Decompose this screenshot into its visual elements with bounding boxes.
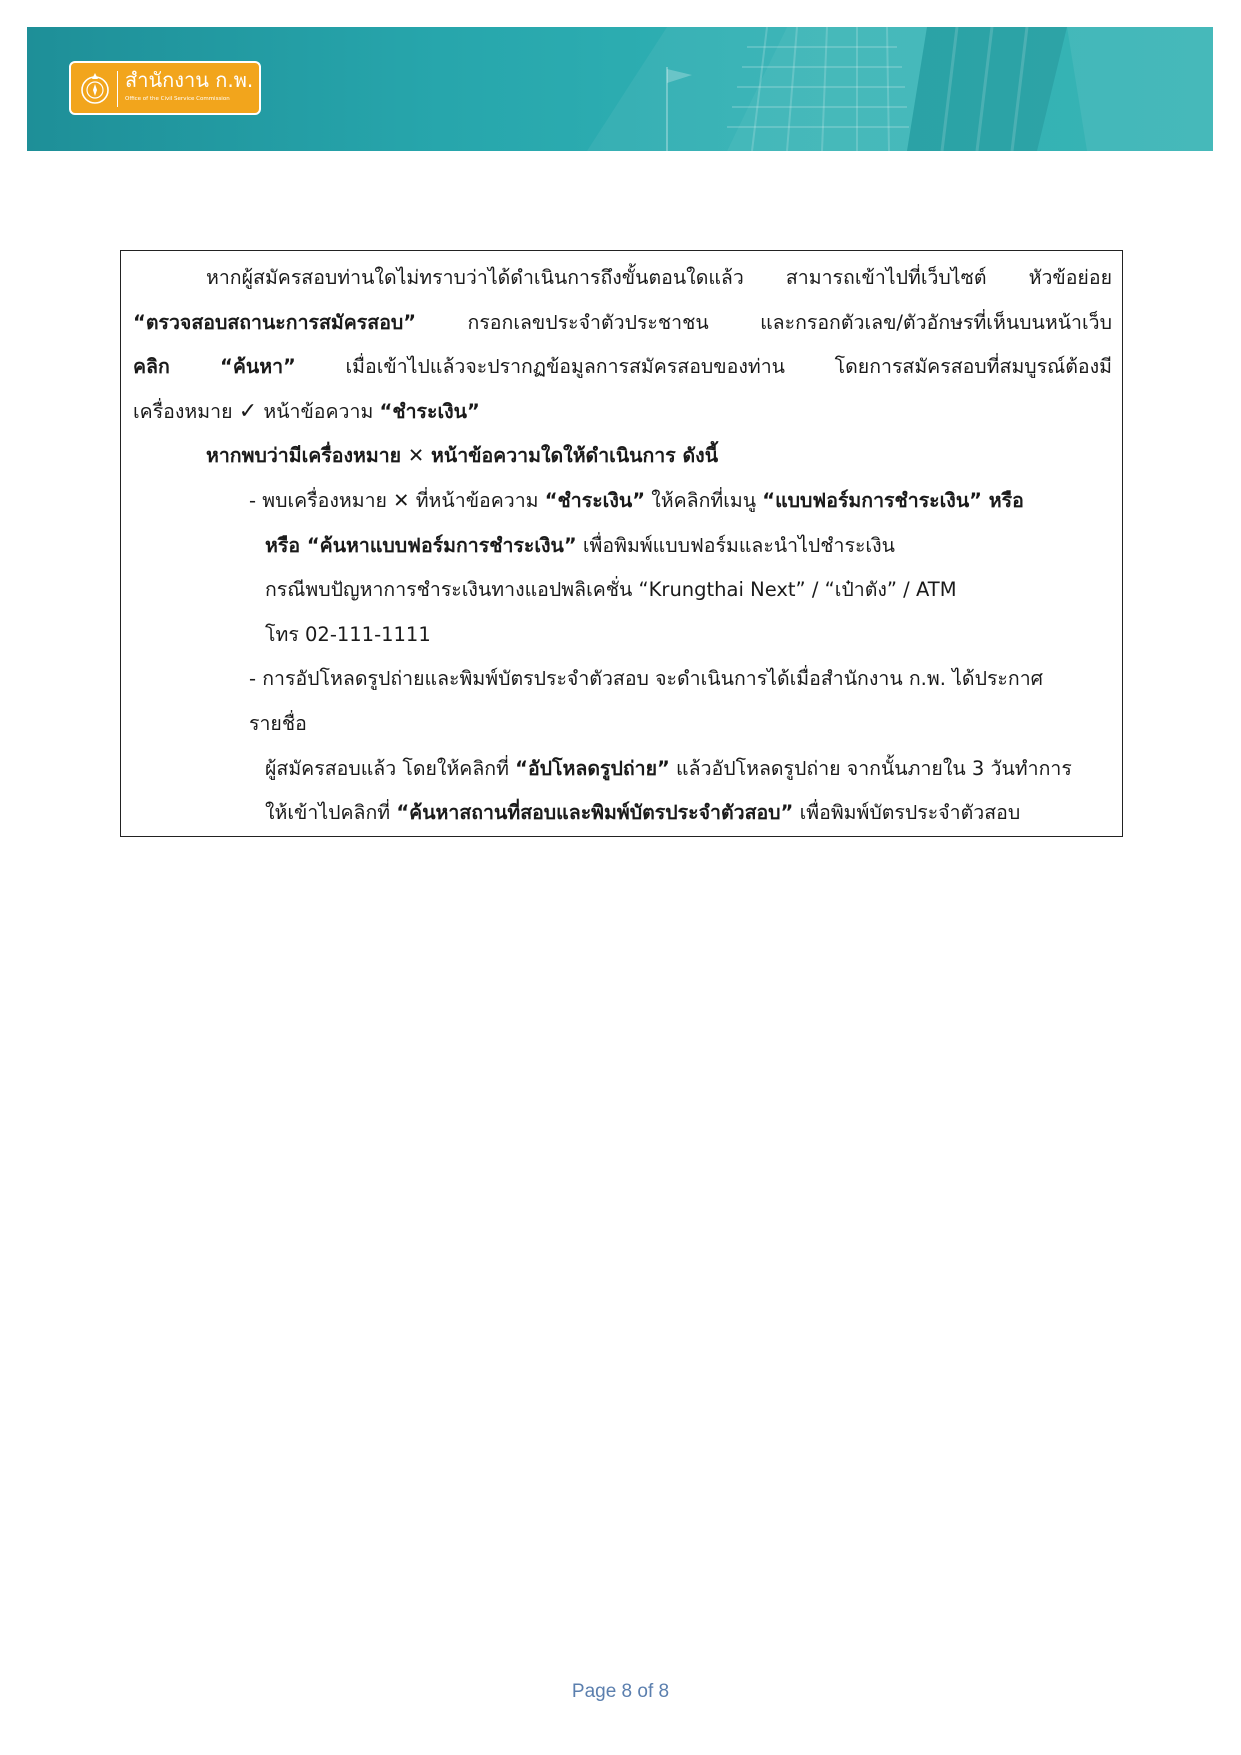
- text-run: กรอกเลขประจำตัวประชาชน และกรอกตัวเลข/ตัวอักษรที่เห็นบนหน้าเว็บ: [416, 310, 1112, 334]
- text-run: ให้เข้าไปคลิกที่: [265, 801, 397, 825]
- logo-title: สำนักงาน ก.พ.: [125, 68, 254, 92]
- text-run: - การอัปโหลดรูปถ่ายและพิมพ์บัตรประจำตัวสอบ จะดำเนินการได้เมื่อสำนักงาน ก.พ. ได้ประกาศ: [249, 667, 1044, 691]
- text-run: หน้าข้อความ: [257, 399, 380, 423]
- text-run: กรณีพบปัญหาการชำระเงินทางแอปพลิเคชั่น “Krungthai Next” / “เป๋าตัง” / ATM: [265, 578, 957, 602]
- bold-text: “ชำระเงิน”: [544, 488, 646, 512]
- seal-icon: [79, 70, 111, 108]
- office-logo: [69, 61, 261, 115]
- instruction-box: [120, 250, 1123, 837]
- section-heading: [133, 434, 1112, 479]
- bullet-line: [133, 747, 1112, 792]
- page-number: Page 8 of 8: [571, 1681, 670, 1702]
- bold-text: “อัปโหลดรูปถ่าย”: [515, 756, 670, 780]
- bold-text: คลิก “ค้นหา”: [133, 355, 296, 379]
- bullet-line: [133, 702, 1112, 747]
- text-run: โทร 02-111-1111: [265, 622, 431, 646]
- bold-text: หากพบว่ามีเครื่องหมาย ✕ หน้าข้อความใดให้ดำเนินการ ดังนี้: [206, 444, 719, 468]
- check-mark-icon: ✓: [238, 398, 258, 424]
- logo-divider: [117, 71, 118, 107]
- text-run: ให้คลิกที่เมนู: [645, 488, 763, 512]
- paragraph-line: [133, 301, 1112, 346]
- bullet-line: [133, 524, 1112, 569]
- paragraph-line: [133, 390, 1112, 435]
- header-banner: [27, 27, 1213, 151]
- text-run: รายชื่อ: [249, 711, 307, 735]
- paragraph-line: [133, 345, 1112, 390]
- bullet-line: [133, 479, 1112, 524]
- bullet-line: [133, 657, 1112, 702]
- logo-subtitle: Office of the Civil Service Commission: [125, 96, 230, 102]
- text-run: - พบเครื่องหมาย ✕ ที่หน้าข้อความ: [249, 488, 545, 512]
- phone-line: [133, 613, 1112, 658]
- text-run: เพื่อพิมพ์แบบฟอร์มและนำไปชำระเงิน: [576, 533, 895, 557]
- bullet-line: [133, 568, 1112, 613]
- bold-text: “แบบฟอร์มการชำระเงิน” หรือ: [762, 488, 1024, 512]
- bold-text: “ชำระเงิน”: [379, 399, 480, 423]
- bold-text: หรือ “ค้นหาแบบฟอร์มการชำระเงิน”: [265, 533, 577, 557]
- text-run: เพื่อพิมพ์บัตรประจำตัวสอบ: [793, 801, 1021, 825]
- text-run: แล้วอัปโหลดรูปถ่าย จากนั้นภายใน 3 วันทำการ: [669, 756, 1072, 780]
- bold-text: “ตรวจสอบสถานะการสมัครสอบ”: [133, 310, 417, 334]
- text-run: เมื่อเข้าไปแล้วจะปรากฏข้อมูลการสมัครสอบของท่าน โดยการสมัครสอบที่สมบูรณ์ต้องมี: [295, 355, 1112, 379]
- text-run: เครื่องหมาย: [133, 399, 239, 423]
- text-run: ผู้สมัครสอบแล้ว โดยให้คลิกที่: [265, 756, 516, 780]
- paragraph-line: [133, 256, 1112, 301]
- bullet-line: [133, 791, 1112, 836]
- bold-text: “ค้นหาสถานที่สอบและพิมพ์บัตรประจำตัวสอบ”: [396, 801, 794, 825]
- text-run: หากผู้สมัครสอบท่านใดไม่ทราบว่าได้ดำเนินการถึงขั้นตอนใดแล้ว สามารถเข้าไปที่เว็บไซต์ หัวข้อย่อย: [206, 266, 1112, 289]
